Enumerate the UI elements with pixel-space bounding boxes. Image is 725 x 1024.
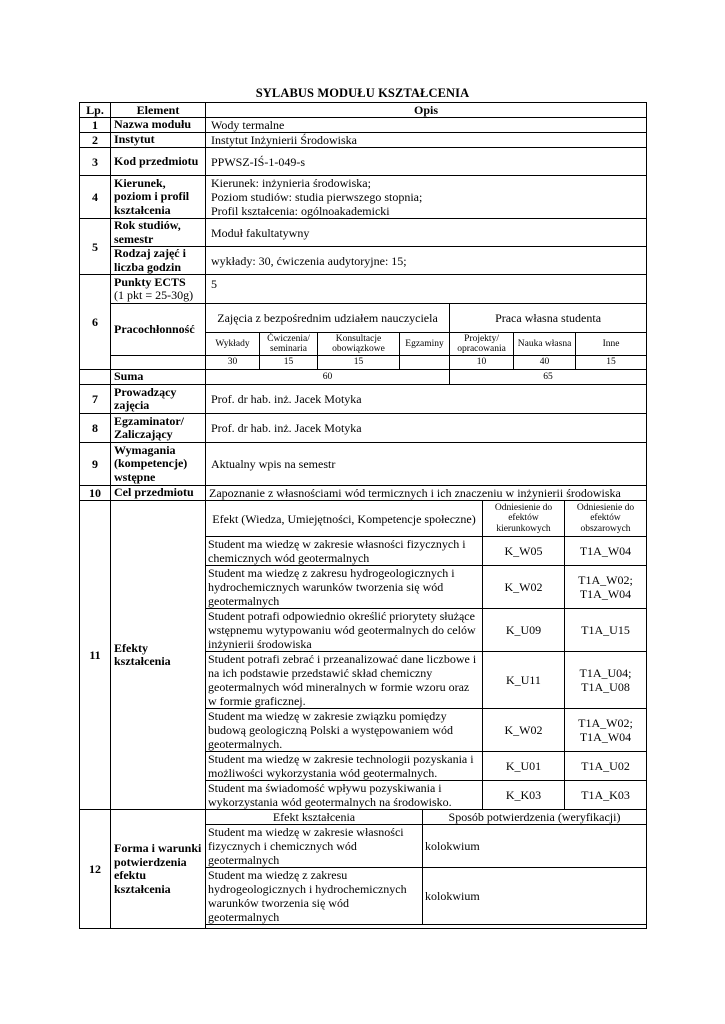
outcome-ref2: T1A_W02; T1A_W04	[565, 566, 647, 609]
verification-row	[206, 825, 647, 868]
verification-header-effect: Efekt kształcenia	[206, 810, 423, 825]
row-label: Kod przedmiotu	[111, 148, 206, 176]
verification-method: kolokwium	[423, 825, 647, 868]
row-value: PPWSZ-IŚ-1-049-s	[206, 148, 647, 176]
outcome-ref2: T1A_K03	[565, 781, 647, 810]
row-value: Instytut Inżynierii Środowiska	[206, 133, 647, 148]
row-9	[80, 443, 647, 486]
row-6-ects	[80, 275, 647, 304]
outcome-ref1: K_W02	[483, 709, 565, 752]
ects-title: Punkty ECTS	[114, 275, 186, 289]
row-label: Rok studiów, semestr	[111, 219, 206, 247]
outcomes-header-ref1: Odniesienie do efektów kierunkowych	[483, 501, 565, 537]
workload-table	[205, 303, 647, 356]
learning-outcomes	[206, 501, 647, 810]
outcome-ref2: T1A_W02; T1A_W04	[565, 709, 647, 752]
hours-lectures: 30	[206, 356, 260, 370]
ects-value: 5	[206, 275, 647, 304]
ects-note: (1 pkt = 25-30g)	[114, 288, 194, 302]
row-label: Rodzaj zajęć i liczba godzin	[111, 247, 206, 275]
hours-projects: 10	[450, 356, 514, 370]
sum-label: Suma	[111, 370, 206, 385]
row-value: Moduł fakultatywny	[206, 219, 647, 247]
verification-row	[206, 868, 647, 925]
outcome-text: Student ma wiedzę z zakresu hydrogeologicznych i hydrochemicznych warunków tworzenia się wód geotermalnych	[206, 566, 483, 609]
row-6-workload	[80, 304, 647, 356]
row-value: wykłady: 30, ćwiczenia audytoryjne: 15;	[206, 247, 647, 275]
row-4	[80, 176, 647, 219]
hours-table	[205, 355, 647, 370]
outcomes-header-effect: Efekt (Wiedza, Umiejętności, Kompetencje społeczne)	[206, 501, 483, 537]
row-5a	[80, 219, 647, 247]
row-label: Forma i warunki potwierdzenia efektu kształcenia	[111, 810, 206, 929]
workload-col-projects: Projekty/ opracowania	[450, 333, 514, 356]
sum-self: 65	[450, 370, 647, 385]
row-label: Egzaminator/ Zaliczający	[111, 414, 206, 443]
row-number: 4	[80, 176, 111, 219]
row-3	[80, 148, 647, 176]
workload-col-consultations: Konsultacje obowiązkowe	[318, 333, 400, 356]
ects-label	[111, 275, 206, 304]
row-label: Nazwa modułu	[111, 118, 206, 133]
row-value: Zapoznanie z własnościami wód termicznych i ich znaczeniu w inżynierii środowiska	[206, 486, 647, 501]
outcome-ref1: K_K03	[483, 781, 565, 810]
row-label: Kierunek, poziom i profil kształcenia	[111, 176, 206, 219]
workload-label: Pracochłonność	[111, 304, 206, 356]
row-8	[80, 414, 647, 443]
hours-spacer	[111, 356, 206, 370]
row-5b	[80, 247, 647, 275]
row-12	[80, 810, 647, 929]
sum-values	[206, 370, 647, 385]
outcome-row	[206, 609, 647, 652]
row-value: Prof. dr hab. inż. Jacek Motyka	[206, 414, 647, 443]
outcome-text: Student ma wiedzę w zakresie związku pomiędzy budową geologiczną Polski a występowaniem wód geotermalnych.	[206, 709, 483, 752]
row-label: Prowadzący zajęcia	[111, 385, 206, 414]
syllabus-table	[79, 102, 647, 929]
outcome-ref2: T1A_W04	[565, 537, 647, 566]
header-element: Element	[111, 103, 206, 118]
verification-table	[205, 809, 647, 925]
workload-col-exams: Egzaminy	[400, 333, 450, 356]
row-number: 3	[80, 148, 111, 176]
outcome-text: Student ma wiedzę w zakresie technologii pozyskania i możliwości wykorzystania wód geotermalnych.	[206, 752, 483, 781]
hours-self-study: 40	[514, 356, 576, 370]
row-number: 1	[80, 118, 111, 133]
header-row	[80, 103, 647, 118]
outcome-row	[206, 566, 647, 609]
row-value: Aktualny wpis na semestr	[206, 443, 647, 486]
row-2	[80, 133, 647, 148]
row-label: Instytut	[111, 133, 206, 148]
outcome-ref1: K_W05	[483, 537, 565, 566]
outcome-row	[206, 781, 647, 810]
header-lp: Lp.	[80, 103, 111, 118]
workload-col-exercises: Ćwiczenia/ seminaria	[260, 333, 318, 356]
row-6-hours	[80, 356, 647, 370]
outcome-ref1: K_W02	[483, 566, 565, 609]
row-number: 6	[80, 275, 111, 370]
row-value: Wody termalne	[206, 118, 647, 133]
outcomes-table	[205, 500, 647, 810]
row-number: 8	[80, 414, 111, 443]
workload-group-self: Praca własna studenta	[450, 304, 647, 333]
row-number: 12	[80, 810, 111, 929]
sum-spacer	[80, 370, 111, 385]
study-level: Poziom studiów: studia pierwszego stopnia;	[211, 190, 423, 204]
hours-other: 15	[576, 356, 647, 370]
row-1	[80, 118, 647, 133]
header-opis: Opis	[206, 103, 647, 118]
study-profile: Profil kształcenia: ogólnoakademicki	[211, 204, 390, 218]
workload-breakdown	[206, 304, 647, 356]
sum-teacher: 60	[206, 370, 450, 385]
workload-col-other: Inne	[576, 333, 647, 356]
row-sum	[80, 370, 647, 385]
hours-exams	[400, 356, 450, 370]
row-number: 7	[80, 385, 111, 414]
outcome-ref1: K_U01	[483, 752, 565, 781]
verification-methods	[206, 810, 647, 929]
outcome-text: Student ma wiedzę w zakresie własności fizycznych i chemicznych wód geotermalnych	[206, 537, 483, 566]
row-11	[80, 501, 647, 810]
outcome-ref2: T1A_U02	[565, 752, 647, 781]
study-direction: Kierunek: inżynieria środowiska;	[211, 176, 371, 190]
row-number: 9	[80, 443, 111, 486]
row-value	[206, 176, 647, 219]
outcome-ref1: K_U09	[483, 609, 565, 652]
outcome-row	[206, 709, 647, 752]
verification-method: kolokwium	[423, 868, 647, 925]
outcome-row	[206, 537, 647, 566]
verification-header-method: Sposób potwierdzenia (weryfikacji)	[423, 810, 647, 825]
workload-col-self-study: Nauka własna	[514, 333, 576, 356]
verification-effect: Student ma wiedzę w zakresie własności fizycznych i chemicznych wód geotermalnych	[206, 825, 423, 868]
outcomes-header-ref2: Odniesienie do efektów obszarowych	[565, 501, 647, 537]
row-10	[80, 486, 647, 501]
outcome-ref2: T1A_U15	[565, 609, 647, 652]
document-title: SYLABUS MODUŁU KSZTAŁCENIA	[255, 86, 470, 100]
hours-consultations: 15	[318, 356, 400, 370]
outcome-text: Student potrafi odpowiednio określić priorytety służące wstępnemu wytypowaniu wód geotermalnych do celów inżynierii środowiska	[206, 609, 483, 652]
row-number: 5	[80, 219, 111, 275]
row-label: Cel przedmiotu	[111, 486, 206, 501]
row-7	[80, 385, 647, 414]
row-label: Efekty kształcenia	[111, 501, 206, 810]
verification-effect: Student ma wiedzę z zakresu hydrogeologicznych i hydrochemicznych warunków tworzenia się wód geotermalnych	[206, 868, 423, 925]
hours-exercises: 15	[260, 356, 318, 370]
outcome-row	[206, 752, 647, 781]
row-number: 10	[80, 486, 111, 501]
workload-group-teacher: Zajęcia z bezpośrednim udziałem nauczyciela	[206, 304, 450, 333]
row-label: Wymagania (kompetencje) wstępne	[111, 443, 206, 486]
outcome-text: Student ma świadomość wpływu pozyskiwania i wykorzystania wód geotermalnych na środowisko.	[206, 781, 483, 810]
outcome-text: Student potrafi zebrać i przeanalizować dane liczbowe i na ich podstawie przedstawić skład chemiczny geotermalnych wód mineralnych w formie wzoru oraz w formie graficznej.	[206, 652, 483, 709]
row-number: 11	[80, 501, 111, 810]
sum-table	[205, 369, 647, 385]
outcome-row	[206, 652, 647, 709]
outcome-ref2: T1A_U04; T1A_U08	[565, 652, 647, 709]
row-number: 2	[80, 133, 111, 148]
workload-hours	[206, 356, 647, 370]
row-value: Prof. dr hab. inż. Jacek Motyka	[206, 385, 647, 414]
outcome-ref1: K_U11	[483, 652, 565, 709]
workload-col-lectures: Wykłady	[206, 333, 260, 356]
